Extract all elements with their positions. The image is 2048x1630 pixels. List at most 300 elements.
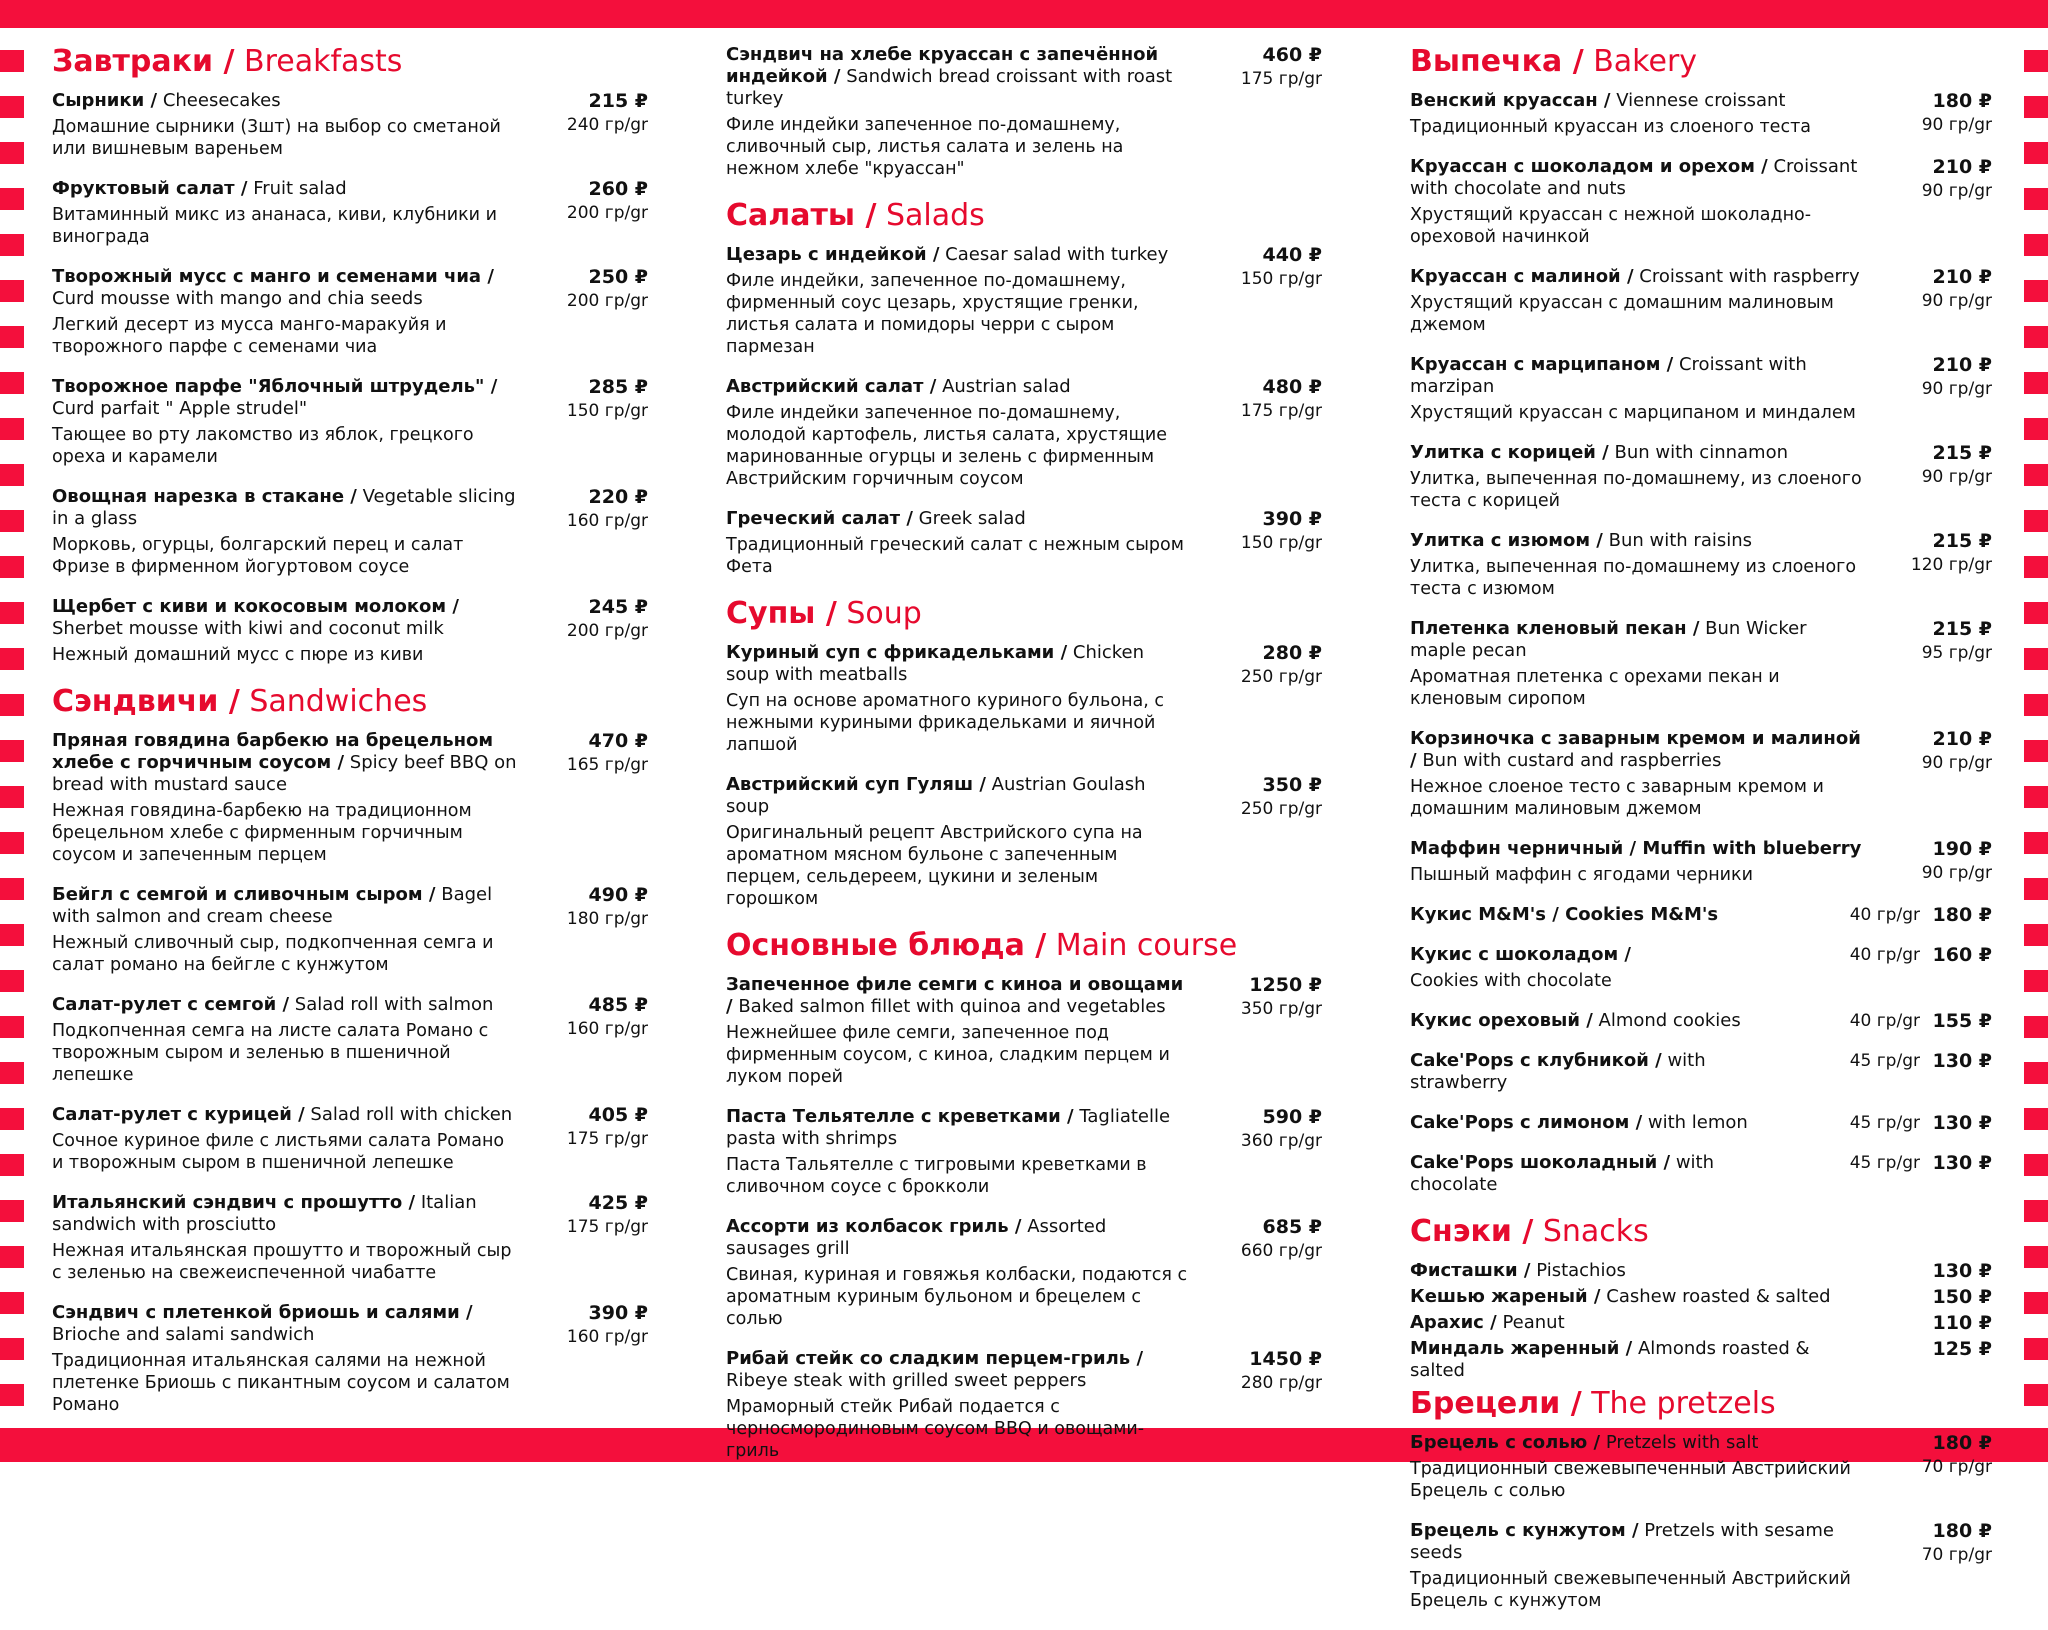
item-name-en: Vegetable slicing in a glass bbox=[52, 486, 516, 529]
item-description: Оригинальный рецепт Австрийского супа на ароматном мясном бульоне с запеченным перцем, сельдереем, цукини и зеленым горошком bbox=[726, 823, 1143, 909]
menu-item bbox=[52, 596, 648, 666]
item-weight: 165 гр/gr bbox=[566, 755, 648, 775]
item-weight: 200 гр/gr bbox=[566, 291, 648, 311]
menu-section bbox=[726, 596, 1322, 910]
item-title bbox=[1410, 1338, 1992, 1382]
menu-column-3 bbox=[1410, 44, 1992, 1630]
item-title bbox=[1410, 442, 1992, 464]
item-weight: 90 гр/gr bbox=[1921, 753, 1992, 773]
section-title-en: Snacks bbox=[1542, 1214, 1649, 1249]
item-description: Паста Тальятелле с тигровыми креветками в сливочном соусе с брокколи bbox=[726, 1155, 1147, 1197]
menu-item bbox=[52, 884, 648, 976]
item-weight: 160 гр/gr bbox=[566, 1019, 648, 1039]
item-description: Филе индейки запеченное по-домашнему, сливочный сыр, листья салата и зелень на нежном хлебе "круассан" bbox=[726, 115, 1124, 179]
item-title bbox=[52, 178, 648, 200]
item-name-ru: Бейгл с семгой и сливочным сыром / bbox=[52, 884, 436, 905]
menu-item bbox=[726, 508, 1322, 578]
item-weight: 95 гр/gr bbox=[1921, 643, 1992, 663]
item-name-en: Cheesecakes bbox=[162, 90, 281, 111]
item-name-en: Pistachios bbox=[1536, 1260, 1626, 1281]
item-price: 180 ₽ bbox=[1932, 1432, 1992, 1454]
item-name-en: with strawberry bbox=[1410, 1050, 1706, 1093]
item-weight: 45 гр/gr bbox=[1849, 1153, 1920, 1173]
item-price: 250 ₽ bbox=[588, 266, 648, 288]
item-price: 190 ₽ bbox=[1932, 838, 1992, 860]
menu-item bbox=[1410, 156, 1992, 248]
item-description: Тающее во рту лакомство из яблок, грецкого ореха и карамели bbox=[52, 425, 474, 467]
item-weight: 90 гр/gr bbox=[1921, 467, 1992, 487]
item-weight: 40 гр/gr bbox=[1849, 1011, 1920, 1031]
item-description: Нежное слоеное тесто с заварным кремом и домашним малиновым джемом bbox=[1410, 777, 1824, 819]
item-name-en: Curd mousse with mango and chia seeds bbox=[52, 288, 423, 309]
item-name-ru: Щербет с киви и кокосовым молоком / bbox=[52, 596, 459, 617]
section-title-en: Bakery bbox=[1593, 44, 1698, 79]
item-price: 285 ₽ bbox=[588, 376, 648, 398]
item-title bbox=[1410, 90, 1992, 112]
menu-item bbox=[1410, 838, 1992, 886]
section-title-ru: Сэндвичи / bbox=[52, 684, 240, 719]
item-name-ru: Cake'Pops с клубникой / bbox=[1410, 1050, 1662, 1071]
item-name-ru: Сырники / bbox=[52, 90, 158, 111]
item-weight: 200 гр/gr bbox=[566, 621, 648, 641]
item-name-en: Almonds roasted & salted bbox=[1410, 1338, 1810, 1381]
item-description: Суп на основе ароматного куриного бульона, с нежными куриными фрикадельками и яичной лапшой bbox=[726, 691, 1164, 755]
item-weight: 70 гр/gr bbox=[1921, 1457, 1992, 1477]
item-price: 490 ₽ bbox=[588, 884, 648, 906]
item-name-en: Salad roll with chicken bbox=[310, 1104, 513, 1125]
item-name-ru: Фруктовый салат / bbox=[52, 178, 248, 199]
menu-item bbox=[52, 178, 648, 248]
item-weight: 90 гр/gr bbox=[1921, 115, 1992, 135]
item-weight: 660 гр/gr bbox=[1240, 1241, 1322, 1261]
item-description: Хрустящий круассан с домашним малиновым джемом bbox=[1410, 293, 1834, 335]
menu-item bbox=[52, 376, 648, 468]
menu-item bbox=[52, 994, 648, 1086]
item-price: 350 ₽ bbox=[1262, 774, 1322, 796]
item-name-en: Italian sandwich with prosciutto bbox=[52, 1192, 477, 1235]
item-name-ru: Овощная нарезка в стакане / bbox=[52, 486, 357, 507]
item-name-ru: Круассан с шоколадом и орехом / bbox=[1410, 156, 1768, 177]
menu-item bbox=[1410, 530, 1992, 600]
item-title bbox=[1410, 354, 1992, 398]
item-price: 260 ₽ bbox=[588, 178, 648, 200]
item-name-ru: Пряная говядина барбекю на брецельном хлебе с горчичным соусом / bbox=[52, 730, 494, 773]
item-description: Традиционная итальянская салями на нежной плетенке Бриошь с пикантным соусом и салатом Романо bbox=[52, 1351, 510, 1415]
item-weight: 175 гр/gr bbox=[566, 1129, 648, 1149]
section-title-ru: Завтраки / bbox=[52, 44, 235, 79]
item-name-ru: Кукис ореховый / bbox=[1410, 1010, 1593, 1031]
item-price: 390 ₽ bbox=[1262, 508, 1322, 530]
item-weight: 175 гр/gr bbox=[566, 1217, 648, 1237]
menu-section bbox=[1410, 1386, 1992, 1612]
item-description: Мраморный стейк Рибай подается с черносмородиновым соусом BBQ и овощами-гриль bbox=[726, 1397, 1145, 1461]
item-name-en: Pretzels with salt bbox=[1605, 1432, 1759, 1453]
menu-item bbox=[1410, 1152, 1992, 1196]
item-name-ru: Салат-рулет с семгой / bbox=[52, 994, 290, 1015]
item-description: Cookies with chocolate bbox=[1410, 971, 1612, 991]
item-name-ru: Круассан с марципаном / bbox=[1410, 354, 1674, 375]
item-weight: 150 гр/gr bbox=[1240, 269, 1322, 289]
item-price: 245 ₽ bbox=[588, 596, 648, 618]
item-price: 180 ₽ bbox=[1932, 90, 1992, 112]
item-description: Филе индейки, запеченное по-домашнему, фирменный соус цезарь, хрустящие гренки, листья салата и помидоры черри с сыром пармезан bbox=[726, 271, 1139, 357]
item-price: 280 ₽ bbox=[1262, 642, 1322, 664]
menu-item bbox=[1410, 944, 1992, 992]
item-description: Улитка, выпеченная по-домашнему из слоеного теста с изюмом bbox=[1410, 557, 1857, 599]
item-name-ru: Сэндвич с плетенкой бриошь и салями / bbox=[52, 1302, 473, 1323]
item-title bbox=[1410, 1520, 1992, 1564]
item-weight: 175 гр/gr bbox=[1240, 401, 1322, 421]
item-name-en: Cashew roasted & salted bbox=[1606, 1286, 1831, 1307]
item-title bbox=[726, 1216, 1322, 1260]
section-title bbox=[1410, 1214, 1992, 1250]
item-description: Подкопченная семга на листе салата Романо с творожным сыром и зеленью в пшеничной лепешке bbox=[52, 1021, 489, 1085]
menu-item bbox=[1410, 1312, 1992, 1334]
item-description: Нежнейшее филе семги, запеченное под фирменным соусом, с киноа, сладким перцем и луком порей bbox=[726, 1023, 1170, 1087]
menu-item bbox=[1410, 1432, 1992, 1502]
menu-item bbox=[1410, 1520, 1992, 1612]
menu-item bbox=[726, 1106, 1322, 1198]
item-weight: 240 гр/gr bbox=[566, 115, 648, 135]
menu-item bbox=[52, 1192, 648, 1284]
item-title bbox=[1410, 838, 1992, 860]
item-name-ru: Паста Тельятелле с креветками / bbox=[726, 1106, 1074, 1127]
menu-item bbox=[1410, 1260, 1992, 1282]
menu-item bbox=[726, 44, 1322, 180]
item-title bbox=[726, 508, 1322, 530]
item-price: 210 ₽ bbox=[1932, 266, 1992, 288]
section-title bbox=[726, 928, 1322, 964]
item-name-en: Croissant with chocolate and nuts bbox=[1410, 156, 1858, 199]
item-description: Хрустящий круассан с марципаном и миндалем bbox=[1410, 403, 1856, 423]
menu-item bbox=[726, 642, 1322, 756]
item-weight: 350 гр/gr bbox=[1240, 999, 1322, 1019]
section-title-en: Soup bbox=[846, 596, 922, 631]
item-description: Свиная, куриная и говяжья колбаски, подаются с ароматным куриным бульоном и брецелем с солью bbox=[726, 1265, 1188, 1329]
item-price: 180 ₽ bbox=[1932, 1520, 1992, 1542]
item-title bbox=[1410, 1286, 1992, 1308]
section-title-ru: Основные блюда / bbox=[726, 928, 1047, 963]
item-description: Пышный маффин с ягодами черники bbox=[1410, 865, 1753, 885]
item-name-ru: Круассан с малиной / bbox=[1410, 266, 1634, 287]
item-weight: 40 гр/gr bbox=[1849, 945, 1920, 965]
item-name-ru: Cake'Pops шоколадный / bbox=[1410, 1152, 1671, 1173]
item-title bbox=[52, 884, 648, 928]
menu-item bbox=[726, 376, 1322, 490]
menu-item bbox=[52, 90, 648, 160]
menu-item bbox=[1410, 618, 1992, 710]
item-name-ru: Маффин черничный / Muffin with blueberry bbox=[1410, 838, 1862, 859]
item-title bbox=[52, 994, 648, 1016]
section-title bbox=[1410, 1386, 1992, 1422]
item-weight: 90 гр/gr bbox=[1921, 181, 1992, 201]
item-price: 485 ₽ bbox=[588, 994, 648, 1016]
item-description: Ароматная плетенка с орехами пекан и кленовым сиропом bbox=[1410, 667, 1780, 709]
item-name-en: Bun with raisins bbox=[1608, 530, 1753, 551]
item-title bbox=[1410, 1260, 1992, 1282]
section-title bbox=[52, 684, 648, 720]
item-price: 210 ₽ bbox=[1932, 354, 1992, 376]
menu-item bbox=[1410, 442, 1992, 512]
item-price: 215 ₽ bbox=[588, 90, 648, 112]
item-name-en: with chocolate bbox=[1410, 1152, 1715, 1195]
item-title bbox=[726, 1106, 1322, 1150]
menu-item bbox=[1410, 1010, 1992, 1032]
item-name-ru: Рибай стейк со сладким перцем-гриль / bbox=[726, 1348, 1144, 1369]
menu-column-2 bbox=[726, 44, 1322, 1480]
item-title bbox=[1410, 156, 1992, 200]
item-name-ru: Брецель с кунжутом / bbox=[1410, 1520, 1639, 1541]
item-name-ru: Миндаль жаренный / bbox=[1410, 1338, 1633, 1359]
item-weight: 180 гр/gr bbox=[566, 909, 648, 929]
item-name-ru: Творожное парфе "Яблочный штрудель" / bbox=[52, 376, 498, 397]
item-description: Нежная итальянская прошутто и творожный сыр с зеленью на свежеиспеченной чиабатте bbox=[52, 1241, 512, 1283]
item-title bbox=[726, 974, 1322, 1018]
item-price: 405 ₽ bbox=[588, 1104, 648, 1126]
item-name-en: Austrian salad bbox=[942, 376, 1071, 397]
item-description: Филе индейки запеченное по-домашнему, молодой картофель, листья салата, хрустящие маринованные огурцы и зелень с фирменным Австрийским горчичным соусом bbox=[726, 403, 1168, 489]
item-price: 685 ₽ bbox=[1262, 1216, 1322, 1238]
item-title bbox=[52, 376, 648, 420]
section-title-en: Breakfasts bbox=[243, 44, 403, 79]
section-title-ru: Брецели / bbox=[1410, 1386, 1582, 1421]
item-weight: 45 гр/gr bbox=[1849, 1051, 1920, 1071]
item-description: Традиционный греческий салат с нежным сыром Фета bbox=[726, 535, 1184, 577]
item-weight: 175 гр/gr bbox=[1240, 69, 1322, 89]
section-title bbox=[726, 596, 1322, 632]
menu-section bbox=[52, 684, 648, 1416]
item-name-en: Austrian Goulash soup bbox=[726, 774, 1146, 817]
item-weight: 150 гр/gr bbox=[1240, 533, 1322, 553]
item-price: 480 ₽ bbox=[1262, 376, 1322, 398]
item-name-en: Greek salad bbox=[918, 508, 1026, 529]
item-name-ru: Ассорти из колбасок гриль / bbox=[726, 1216, 1022, 1237]
item-price: 425 ₽ bbox=[588, 1192, 648, 1214]
item-weight: 160 гр/gr bbox=[566, 1327, 648, 1347]
item-name-en: Spicy beef BBQ on bread with mustard sauce bbox=[52, 752, 517, 795]
item-description: Традиционный круассан из слоеного теста bbox=[1410, 117, 1811, 137]
item-price: 440 ₽ bbox=[1262, 244, 1322, 266]
menu-item bbox=[726, 244, 1322, 358]
item-name-ru: Греческий салат / bbox=[726, 508, 913, 529]
menu-item bbox=[1410, 904, 1992, 926]
item-description: Легкий десерт из мусса манго-маракуйя и творожного парфе с семенами чиа bbox=[52, 315, 447, 357]
item-title bbox=[726, 642, 1322, 686]
item-price: 130 ₽ bbox=[1932, 1112, 1992, 1134]
item-weight: 70 гр/gr bbox=[1921, 1545, 1992, 1565]
item-name-ru: Брецель с солью / bbox=[1410, 1432, 1601, 1453]
item-name-ru: Сэндвич на хлебе круассан с запечённой индейкой / bbox=[726, 44, 1159, 87]
menu-item bbox=[726, 974, 1322, 1088]
item-description: Нежный домашний мусс с пюре из киви bbox=[52, 645, 424, 665]
item-title bbox=[52, 90, 648, 112]
item-description: Морковь, огурцы, болгарский перец и салат Фризе в фирменном йогуртовом соусе bbox=[52, 535, 464, 577]
item-price: 1450 ₽ bbox=[1249, 1348, 1322, 1370]
item-name-en: Baked salmon fillet with quinoa and vegetables bbox=[738, 996, 1166, 1017]
item-price: 215 ₽ bbox=[1932, 530, 1992, 552]
item-name-ru: Кешью жареный / bbox=[1410, 1286, 1601, 1307]
menu-item bbox=[1410, 1112, 1992, 1134]
item-price: 215 ₽ bbox=[1932, 618, 1992, 640]
item-name-ru: Кукис с шоколадом / bbox=[1410, 944, 1632, 965]
menu-section bbox=[52, 44, 648, 666]
item-price: 1250 ₽ bbox=[1249, 974, 1322, 996]
section-title-en: Sandwiches bbox=[249, 684, 428, 719]
item-weight: 200 гр/gr bbox=[566, 203, 648, 223]
section-title bbox=[52, 44, 648, 80]
item-title bbox=[1410, 530, 1992, 552]
item-description: Хрустящий круассан с нежной шоколадно-ореховой начинкой bbox=[1410, 205, 1812, 247]
item-name-en: Chicken soup with meatballs bbox=[726, 642, 1145, 685]
section-title-ru: Снэки / bbox=[1410, 1214, 1534, 1249]
menu-item bbox=[1410, 1338, 1992, 1382]
item-name-en: Croissant with marzipan bbox=[1410, 354, 1807, 397]
left-dashed-border bbox=[0, 50, 24, 1422]
item-title bbox=[726, 44, 1322, 110]
item-title bbox=[1410, 1432, 1992, 1454]
item-title bbox=[1410, 1312, 1992, 1334]
item-name-en: Bagel with salmon and cream cheese bbox=[52, 884, 493, 927]
menu-item bbox=[52, 730, 648, 866]
item-price: 125 ₽ bbox=[1932, 1338, 1992, 1360]
item-price: 590 ₽ bbox=[1262, 1106, 1322, 1128]
item-name-ru: Венский круассан / bbox=[1410, 90, 1611, 111]
item-price: 150 ₽ bbox=[1932, 1286, 1992, 1308]
item-name-ru: Запеченное филе семги с киноа и овощами / bbox=[726, 974, 1184, 1017]
item-title bbox=[52, 486, 648, 530]
item-name-en: Brioche and salami sandwich bbox=[52, 1324, 315, 1345]
item-title bbox=[726, 774, 1322, 818]
item-name-ru: Цезарь с индейкой / bbox=[726, 244, 940, 265]
item-title bbox=[52, 1302, 648, 1346]
item-price: 155 ₽ bbox=[1932, 1010, 1992, 1032]
item-weight: 250 гр/gr bbox=[1240, 667, 1322, 687]
item-weight: 90 гр/gr bbox=[1921, 863, 1992, 883]
menu-item bbox=[1410, 266, 1992, 336]
item-name-ru: Куриный суп с фрикадельками / bbox=[726, 642, 1068, 663]
section-title bbox=[726, 198, 1322, 234]
item-name-ru: Творожный мусс с манго и семенами чиа / bbox=[52, 266, 494, 287]
item-title bbox=[726, 244, 1322, 266]
item-price: 210 ₽ bbox=[1932, 728, 1992, 750]
menu-item bbox=[52, 486, 648, 578]
item-name-en: Ribeye steak with grilled sweet peppers bbox=[726, 1370, 1087, 1391]
item-price: 470 ₽ bbox=[588, 730, 648, 752]
section-title-ru: Выпечка / bbox=[1410, 44, 1584, 79]
item-name-en: Assorted sausages grill bbox=[726, 1216, 1107, 1259]
item-price: 130 ₽ bbox=[1932, 1152, 1992, 1174]
menu-item bbox=[1410, 728, 1992, 820]
item-price: 220 ₽ bbox=[588, 486, 648, 508]
menu-item bbox=[726, 1216, 1322, 1330]
menu-item bbox=[1410, 90, 1992, 138]
section-title-en: Salads bbox=[885, 198, 985, 233]
menu-item bbox=[52, 266, 648, 358]
menu-section bbox=[1410, 1214, 1992, 1382]
item-name-en: Curd parfait " Apple strudel" bbox=[52, 398, 308, 419]
item-name-en: Salad roll with salmon bbox=[294, 994, 494, 1015]
item-name-ru: Итальянский сэндвич с прошутто / bbox=[52, 1192, 416, 1213]
item-price: 110 ₽ bbox=[1932, 1312, 1992, 1334]
section-title-en: The pretzels bbox=[1591, 1386, 1776, 1421]
item-name-en: Fruit salad bbox=[253, 178, 347, 199]
item-title bbox=[726, 1348, 1322, 1392]
item-title bbox=[52, 730, 648, 796]
item-name-en: Croissant with raspberry bbox=[1639, 266, 1860, 287]
item-weight: 45 гр/gr bbox=[1849, 1113, 1920, 1133]
menu-section bbox=[726, 198, 1322, 578]
section-title-ru: Салаты / bbox=[726, 198, 877, 233]
item-title bbox=[1410, 618, 1992, 662]
item-description: Традиционный свежевыпеченный Австрийский Брецель с солью bbox=[1410, 1459, 1851, 1501]
item-weight: 120 гр/gr bbox=[1910, 555, 1992, 575]
menu-item bbox=[726, 774, 1322, 910]
item-title bbox=[52, 1192, 648, 1236]
item-name-en: Sherbet mousse with kiwi and coconut milk bbox=[52, 618, 444, 639]
item-price: 460 ₽ bbox=[1262, 44, 1322, 66]
item-price: 215 ₽ bbox=[1932, 442, 1992, 464]
item-description: Сочное куриное филе с листьями салата Романо и творожным сыром в пшеничной лепешке bbox=[52, 1131, 505, 1173]
item-name-en: Bun Wicker maple pecan bbox=[1410, 618, 1807, 661]
item-name-ru: Салат-рулет с курицей / bbox=[52, 1104, 305, 1125]
section-title-ru: Супы / bbox=[726, 596, 837, 631]
item-title bbox=[1410, 266, 1992, 288]
item-weight: 280 гр/gr bbox=[1240, 1373, 1322, 1393]
item-name-en: Bun with cinnamon bbox=[1614, 442, 1788, 463]
item-title bbox=[726, 376, 1322, 398]
item-weight: 160 гр/gr bbox=[566, 511, 648, 531]
section-title bbox=[1410, 44, 1992, 80]
item-name-en: Caesar salad with turkey bbox=[945, 244, 1169, 265]
menu-section bbox=[1410, 44, 1992, 1196]
item-weight: 90 гр/gr bbox=[1921, 379, 1992, 399]
item-price: 210 ₽ bbox=[1932, 156, 1992, 178]
item-description: Домашние сырники (3шт) на выбор со сметаной или вишневым вареньем bbox=[52, 117, 501, 159]
item-name-ru: Австрийский суп Гуляш / bbox=[726, 774, 986, 795]
item-name-en: Tagliatelle pasta with shrimps bbox=[726, 1106, 1171, 1149]
item-description: Нежная говядина-барбекю на традиционном брецельном хлебе с фирменным горчичным соусом и запеченным перцем bbox=[52, 801, 472, 865]
item-name-en: Bun with custard and raspberries bbox=[1422, 750, 1722, 771]
item-name-en: with lemon bbox=[1647, 1112, 1748, 1133]
item-title bbox=[52, 266, 648, 310]
item-description: Нежный сливочный сыр, подкопченная семга и салат романо на бейгле с кунжутом bbox=[52, 933, 494, 975]
item-weight: 40 гр/gr bbox=[1849, 905, 1920, 925]
menu-item bbox=[1410, 354, 1992, 424]
item-name-en: Pretzels with sesame seeds bbox=[1410, 1520, 1834, 1563]
menu-item bbox=[52, 1104, 648, 1174]
top-red-bar bbox=[0, 0, 2048, 28]
item-name-ru: Кукис M&M's / Cookies M&M's bbox=[1410, 904, 1719, 925]
menu-column-1 bbox=[52, 44, 648, 1434]
item-price: 130 ₽ bbox=[1932, 1260, 1992, 1282]
menu-item bbox=[1410, 1050, 1992, 1094]
menu-item bbox=[52, 1302, 648, 1416]
item-weight: 360 гр/gr bbox=[1240, 1131, 1322, 1151]
menu-item bbox=[726, 1348, 1322, 1462]
item-name-ru: Арахис / bbox=[1410, 1312, 1497, 1333]
right-dashed-border bbox=[2024, 50, 2048, 1422]
item-price: 390 ₽ bbox=[588, 1302, 648, 1324]
menu-item bbox=[1410, 1286, 1992, 1308]
item-name-ru: Плетенка кленовый пекан / bbox=[1410, 618, 1700, 639]
item-name-en: Viennese croissant bbox=[1616, 90, 1786, 111]
item-weight: 90 гр/gr bbox=[1921, 291, 1992, 311]
item-description: Витаминный микс из ананаса, киви, клубники и винограда bbox=[52, 205, 497, 247]
menu-section bbox=[726, 928, 1322, 1462]
item-name-ru: Австрийский салат / bbox=[726, 376, 937, 397]
menu-section bbox=[726, 44, 1322, 180]
item-name-en: Sandwich bread croissant with roast turkey bbox=[726, 66, 1173, 109]
